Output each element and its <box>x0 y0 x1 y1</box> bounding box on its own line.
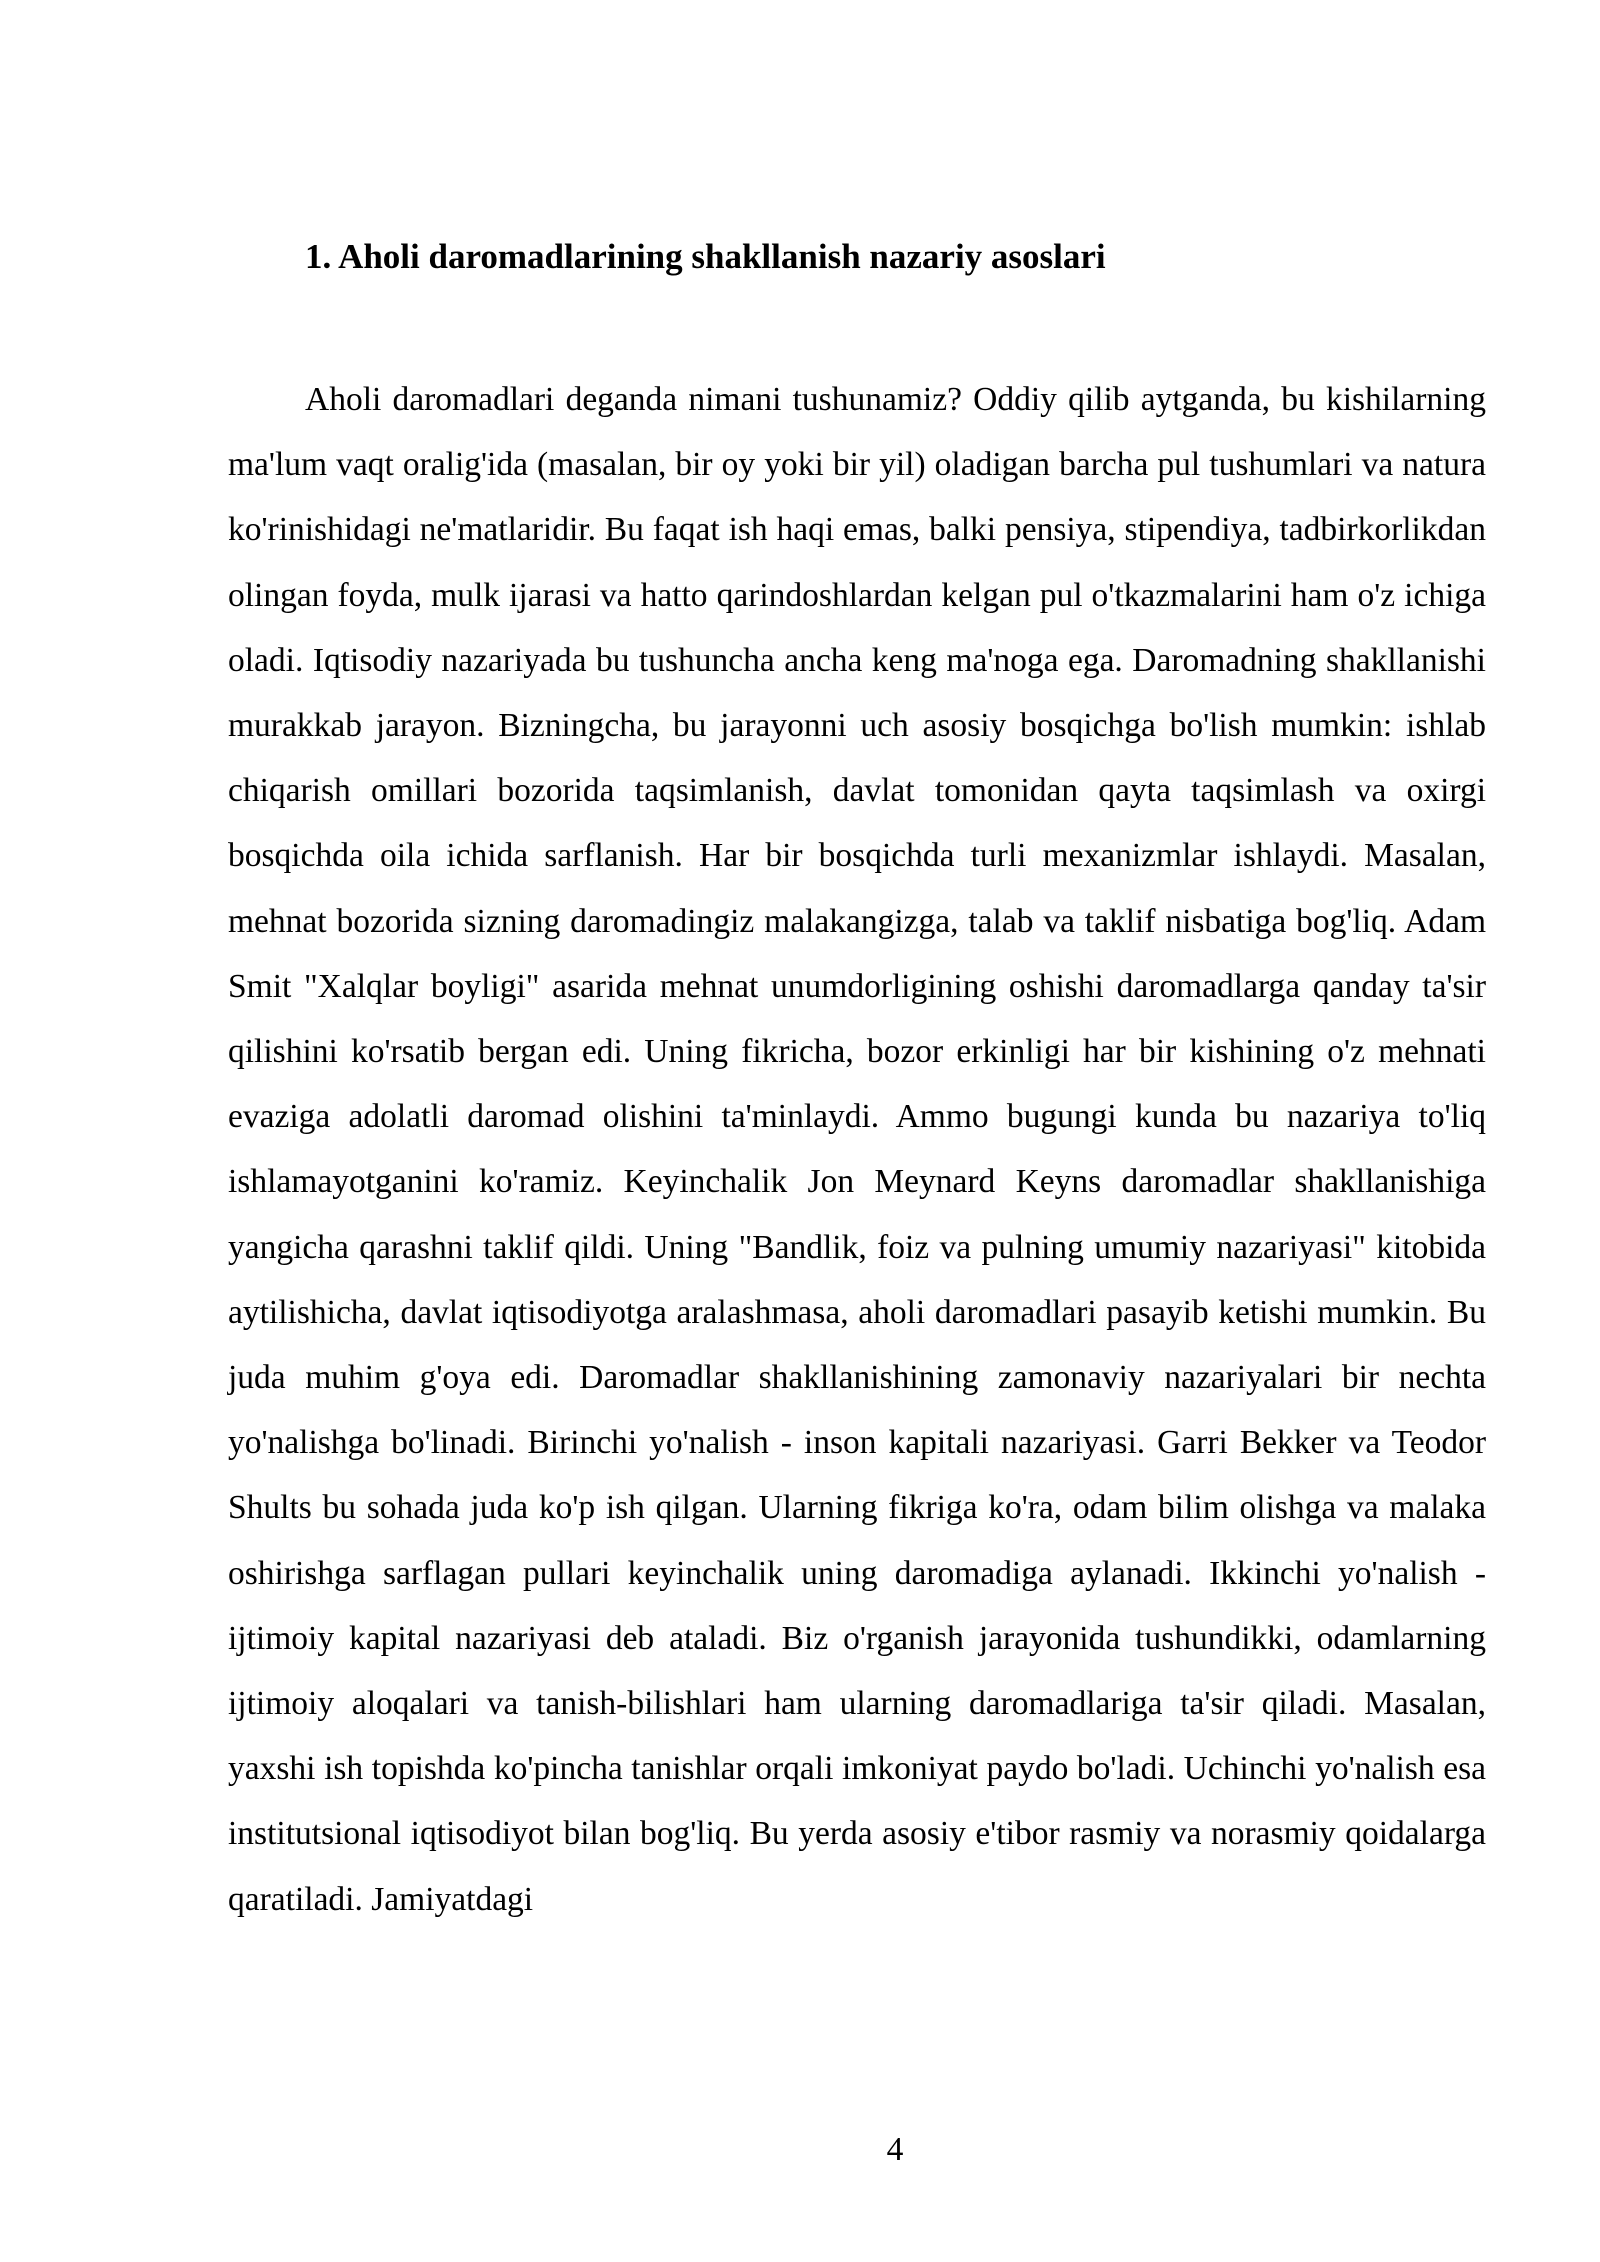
section-heading: 1. Aholi daromadlarining shakllanish nazariy asoslari <box>305 237 1106 276</box>
page-number: 4 <box>886 2131 904 2168</box>
body-paragraph: Aholi daromadlari deganda nimani tushunamiz? Oddiy qilib aytganda, bu kishilarning ma'lum vaqt oralig'ida (masalan, bir oy yoki bir yil) oladigan barcha pul tushumlari va natura ko'rinishidagi ne'matlaridir. Bu faqat ish haqi emas, balki pensiya, stipendiya, tadbirkorlikdan olingan foyda, mulk ijarasi va hatto qarindoshlardan kelgan pul o'tkazmalarini ham o'z ichiga oladi. Iqtisodiy nazariyada bu tushuncha ancha keng ma'noga ega. Daromadning shakllanishi murakkab jarayon. Bizningcha, bu jarayonni uch asosiy bosqichga bo'lish mumkin: ishlab chiqarish omillari bozorida taqsimlanish, davlat tomonidan qayta taqsimlash va oxirgi bosqichda oila ichida sarflanish. Har bir bosqichda turli mexanizmlar ishlaydi. Masalan, mehnat bozorida sizning daromadingiz malakangizga, talab va taklif nisbatiga bog'liq. Adam Smit "Xalqlar boyligi" asarida mehnat unumdorligining oshishi daromadlarga qanday ta'sir qilishini ko'rsatib bergan edi. Uning fikricha, bozor erkinligi har bir kishining o'z mehnati evaziga adolatli daromad olishini ta'minlaydi. Ammo bugungi kunda bu nazariya to'liq ishlamayotganini ko'ramiz. Keyinchalik Jon Meynard Keyns daromadlar shakllanishiga yangicha qarashni taklif qildi. Uning "Bandlik, foiz va pulning umumiy nazariyasi" kitobida aytilishicha, davlat iqtisodiyotga aralashmasa, aholi daromadlari pasayib ketishi mumkin. Bu juda muhim g'oya edi. Daromadlar shakllanishining zamonaviy nazariyalari bir nechta yo'nalishga bo'linadi. Birinchi yo'nalish - inson kapitali nazariyasi. Garri Bekker va Teodor Shults bu sohada juda ko'p ish qilgan. Ularning fikriga ko'ra, odam bilim olishga va malaka oshirishga sarflagan pullari keyinchalik uning daromadiga aylanadi. Ikkinchi yo'nalish - ijtimoiy kapital nazariyasi deb ataladi. Biz o'rganish jarayonida tushundikki, odamlarning ijtimoiy aloqalari va tanish-bilishlari ham ularning daromadlariga ta'sir qiladi. Masalan, yaxshi ish topishda ko'pincha tanishlar orqali imkoniyat paydo bo'ladi. Uchinchi yo'nalish esa institutsional iqtisodiyot bilan bog'liq. Bu yerda asosiy e'tibor rasmiy va norasmiy qoidalarga qaratiladi. Jamiyatdagi <box>228 381 1486 1918</box>
